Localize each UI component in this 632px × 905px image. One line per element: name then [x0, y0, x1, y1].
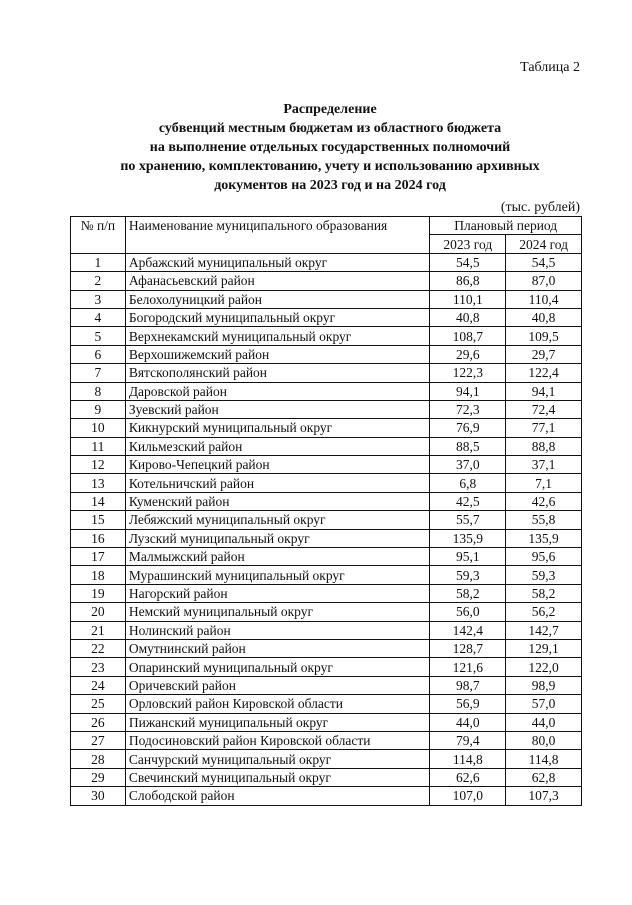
value-2023: 142,4 [430, 621, 506, 639]
value-2023: 122,3 [430, 364, 506, 382]
value-2023: 94,1 [430, 382, 506, 400]
value-2024: 59,3 [506, 566, 582, 584]
value-2024: 58,2 [506, 584, 582, 602]
table-row [71, 676, 582, 694]
municipality-name: Нолинский район [125, 621, 430, 639]
row-number: 3 [71, 290, 126, 308]
header-row-1 [71, 217, 582, 235]
municipality-name: Даровской район [125, 382, 430, 400]
value-2023: 40,8 [430, 308, 506, 326]
value-2023: 79,4 [430, 731, 506, 749]
value-2023: 98,7 [430, 676, 506, 694]
row-number: 11 [71, 437, 126, 455]
value-2024: 77,1 [506, 419, 582, 437]
value-2024: 135,9 [506, 529, 582, 547]
value-2024: 87,0 [506, 272, 582, 290]
table-row [71, 731, 582, 749]
row-number: 5 [71, 327, 126, 345]
municipality-name: Пижанский муниципальный округ [125, 713, 430, 731]
table-row [71, 308, 582, 326]
value-2023: 110,1 [430, 290, 506, 308]
table-row [71, 658, 582, 676]
municipality-name: Богородский муниципальный округ [125, 308, 430, 326]
municipality-name: Куменский район [125, 492, 430, 510]
col-header-period: Плановый период [430, 217, 582, 235]
row-number: 6 [71, 345, 126, 363]
row-number: 1 [71, 253, 126, 271]
row-number: 20 [71, 603, 126, 621]
table-row [71, 750, 582, 768]
row-number: 24 [71, 676, 126, 694]
value-2023: 37,0 [430, 456, 506, 474]
municipality-name: Вятскополянский район [125, 364, 430, 382]
value-2023: 121,6 [430, 658, 506, 676]
col-header-name: Наименование муниципального образования [125, 217, 430, 254]
table-body [71, 253, 582, 805]
row-number: 29 [71, 768, 126, 786]
value-2023: 76,9 [430, 419, 506, 437]
municipality-name: Верхнекамский муниципальный округ [125, 327, 430, 345]
municipality-name: Верхошижемский район [125, 345, 430, 363]
row-number: 17 [71, 548, 126, 566]
value-2024: 44,0 [506, 713, 582, 731]
value-2023: 128,7 [430, 639, 506, 657]
col-header-num: № п/п [71, 217, 126, 254]
row-number: 12 [71, 456, 126, 474]
row-number: 2 [71, 272, 126, 290]
value-2024: 142,7 [506, 621, 582, 639]
table-row [71, 474, 582, 492]
row-number: 8 [71, 382, 126, 400]
municipality-name: Афанасьевский район [125, 272, 430, 290]
value-2024: 29,7 [506, 345, 582, 363]
table-row [71, 400, 582, 418]
value-2024: 114,8 [506, 750, 582, 768]
table-row [71, 419, 582, 437]
table-row [71, 548, 582, 566]
value-2023: 95,1 [430, 548, 506, 566]
units-note: (тыс. рублей) [500, 200, 580, 215]
municipality-name: Белохолуницкий район [125, 290, 430, 308]
municipality-name: Малмыжский район [125, 548, 430, 566]
heading-line-1: Распределение [283, 102, 377, 117]
value-2024: 107,3 [506, 787, 582, 805]
value-2023: 42,5 [430, 492, 506, 510]
value-2023: 108,7 [430, 327, 506, 345]
municipality-name: Немский муниципальный округ [125, 603, 430, 621]
table-number-label: Таблица 2 [520, 60, 580, 75]
value-2024: 122,0 [506, 658, 582, 676]
value-2024: 62,8 [506, 768, 582, 786]
value-2024: 98,9 [506, 676, 582, 694]
value-2023: 54,5 [430, 253, 506, 271]
value-2023: 107,0 [430, 787, 506, 805]
row-number: 23 [71, 658, 126, 676]
table-row [71, 603, 582, 621]
table-row [71, 529, 582, 547]
heading-line-5: документов на 2023 год и на 2024 год [214, 178, 446, 193]
value-2024: 37,1 [506, 456, 582, 474]
municipality-name: Санчурский муниципальный округ [125, 750, 430, 768]
row-number: 4 [71, 308, 126, 326]
value-2024: 129,1 [506, 639, 582, 657]
table-row [71, 695, 582, 713]
table-row [71, 566, 582, 584]
table-row [71, 437, 582, 455]
row-number: 27 [71, 731, 126, 749]
municipality-name: Мурашинский муниципальный округ [125, 566, 430, 584]
row-number: 18 [71, 566, 126, 584]
row-number: 7 [71, 364, 126, 382]
value-2024: 88,8 [506, 437, 582, 455]
value-2024: 40,8 [506, 308, 582, 326]
municipality-name: Кильмезский район [125, 437, 430, 455]
value-2024: 56,2 [506, 603, 582, 621]
value-2024: 95,6 [506, 548, 582, 566]
value-2023: 29,6 [430, 345, 506, 363]
row-number: 16 [71, 529, 126, 547]
municipality-name: Опаринский муниципальный округ [125, 658, 430, 676]
municipality-name: Слободской район [125, 787, 430, 805]
value-2024: 55,8 [506, 511, 582, 529]
heading-line-2: субвенций местным бюджетам из областного бюджета [158, 121, 502, 136]
table-row [71, 621, 582, 639]
value-2024: 80,0 [506, 731, 582, 749]
value-2023: 44,0 [430, 713, 506, 731]
table-row [71, 364, 582, 382]
municipality-name: Зуевский район [125, 400, 430, 418]
value-2024: 110,4 [506, 290, 582, 308]
row-number: 13 [71, 474, 126, 492]
table-row [71, 327, 582, 345]
col-header-2024: 2024 год [506, 235, 582, 253]
value-2023: 58,2 [430, 584, 506, 602]
row-number: 25 [71, 695, 126, 713]
row-number: 21 [71, 621, 126, 639]
value-2024: 7,1 [506, 474, 582, 492]
value-2024: 57,0 [506, 695, 582, 713]
municipality-name: Подосиновский район Кировской области [125, 731, 430, 749]
value-2024: 54,5 [506, 253, 582, 271]
municipality-name: Свечинский муниципальный округ [125, 768, 430, 786]
table-row [71, 492, 582, 510]
value-2023: 59,3 [430, 566, 506, 584]
table-row [71, 639, 582, 657]
value-2023: 55,7 [430, 511, 506, 529]
municipality-name: Котельничский район [125, 474, 430, 492]
municipality-name: Лузский муниципальный округ [125, 529, 430, 547]
row-number: 22 [71, 639, 126, 657]
value-2023: 72,3 [430, 400, 506, 418]
value-2023: 62,6 [430, 768, 506, 786]
table-row [71, 290, 582, 308]
table-row [71, 253, 582, 271]
table-row [71, 345, 582, 363]
value-2023: 88,5 [430, 437, 506, 455]
value-2023: 135,9 [430, 529, 506, 547]
municipality-name: Нагорский район [125, 584, 430, 602]
municipality-name: Лебяжский муниципальный округ [125, 511, 430, 529]
value-2024: 109,5 [506, 327, 582, 345]
table-row [71, 511, 582, 529]
table-row [71, 787, 582, 805]
value-2024: 42,6 [506, 492, 582, 510]
subvention-table [70, 216, 582, 806]
value-2024: 94,1 [506, 382, 582, 400]
row-number: 19 [71, 584, 126, 602]
row-number: 28 [71, 750, 126, 768]
table-row [71, 456, 582, 474]
value-2023: 56,9 [430, 695, 506, 713]
table-row [71, 272, 582, 290]
value-2023: 86,8 [430, 272, 506, 290]
municipality-name: Арбажский муниципальный округ [125, 253, 430, 271]
value-2023: 56,0 [430, 603, 506, 621]
row-number: 15 [71, 511, 126, 529]
row-number: 30 [71, 787, 126, 805]
table-row [71, 713, 582, 731]
table-row [71, 768, 582, 786]
value-2023: 6,8 [430, 474, 506, 492]
table-row [71, 584, 582, 602]
municipality-name: Омутнинский район [125, 639, 430, 657]
table-row [71, 382, 582, 400]
heading-line-4: по хранению, комплектованию, учету и использованию архивных [120, 159, 540, 174]
row-number: 9 [71, 400, 126, 418]
heading-line-3: на выполнение отдельных государственных полномочий [149, 140, 511, 155]
row-number: 26 [71, 713, 126, 731]
value-2024: 122,4 [506, 364, 582, 382]
municipality-name: Орловский район Кировской области [125, 695, 430, 713]
row-number: 10 [71, 419, 126, 437]
municipality-name: Кирово-Чепецкий район [125, 456, 430, 474]
value-2024: 72,4 [506, 400, 582, 418]
document-heading [70, 100, 590, 195]
row-number: 14 [71, 492, 126, 510]
col-header-2023: 2023 год [430, 235, 506, 253]
municipality-name: Оричевский район [125, 676, 430, 694]
municipality-name: Кикнурский муниципальный округ [125, 419, 430, 437]
value-2023: 114,8 [430, 750, 506, 768]
